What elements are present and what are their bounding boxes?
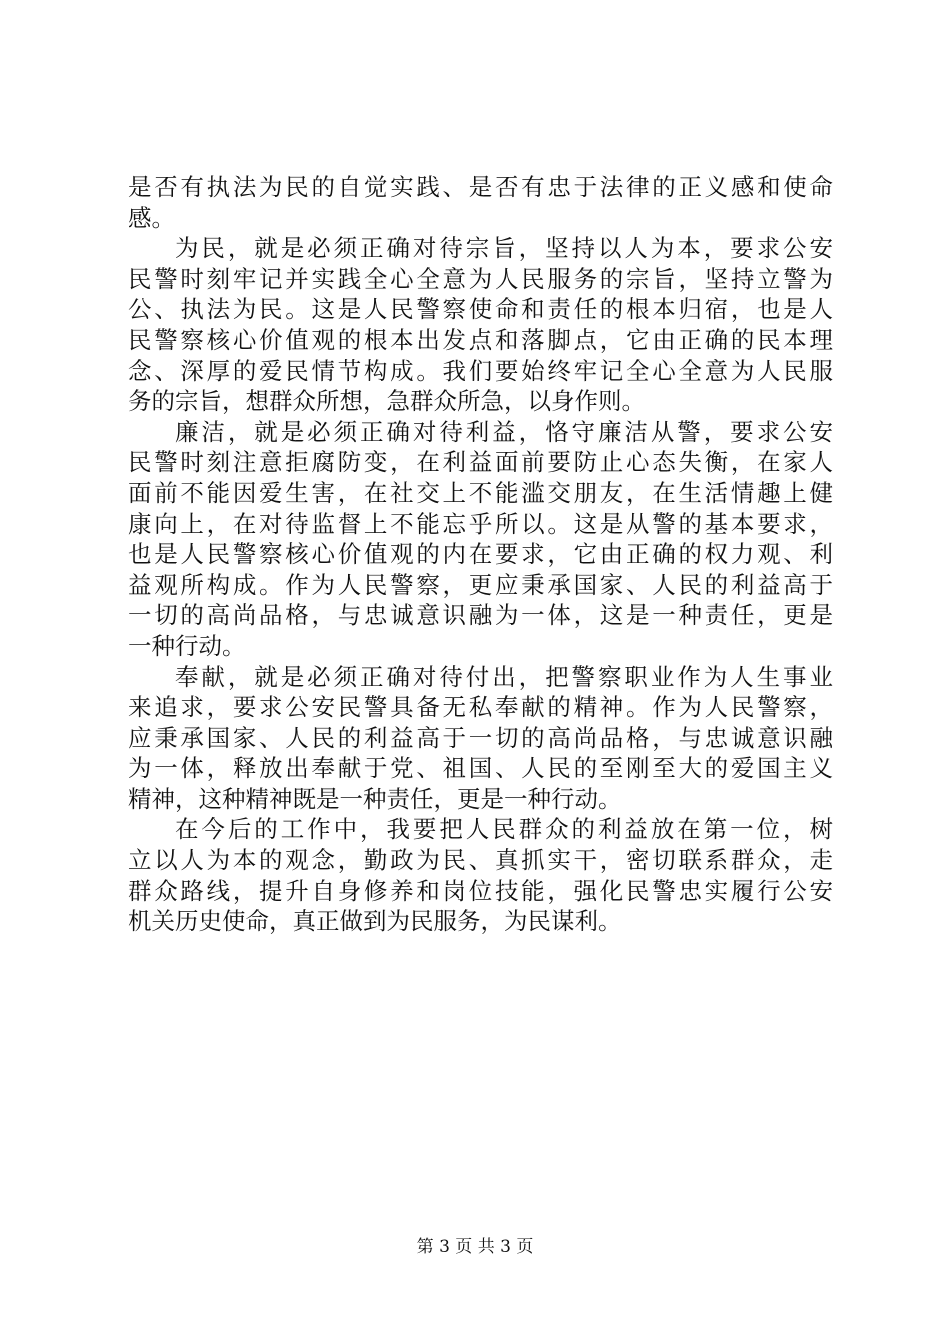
paragraph-feng-xian: [128, 662, 833, 815]
paragraph-continuation: [128, 172, 833, 233]
text-line: 在今后的工作中，我要把人民群众的利益放在第一位，树: [175, 815, 833, 844]
document-body: [128, 172, 833, 937]
paragraph-lian-jie: [128, 417, 833, 662]
page-number-footer: 第 3 页 共 3 页: [416, 1237, 534, 1257]
text-line: 益观所构成。作为人民警察，更应秉承国家、人民的利益高于: [128, 570, 833, 599]
text-line: 机关历史使命，真正做到为民服务，为民谋利。: [128, 907, 622, 936]
text-line: 群众路线，提升自身修养和岗位技能，强化民警忠实履行公安: [128, 876, 833, 905]
text-line: 是否有执法为民的自觉实践、是否有忠于法律的正义感和使命: [128, 173, 833, 201]
text-line: 精神，这种精神既是一种责任，更是一种行动。: [128, 784, 622, 813]
text-line: 康向上，在对待监督上不能忘乎所以。这是从警的基本要求，: [128, 509, 833, 538]
text-line: 为民，就是必须正确对待宗旨，坚持以人为本，要求公安: [175, 234, 833, 263]
paragraph-wei-min: [128, 233, 833, 417]
text-line: 一种行动。: [128, 631, 246, 660]
text-line: 应秉承国家、人民的利益高于一切的高尚品格，与忠诚意识融: [128, 723, 833, 752]
text-line: 立以人为本的观念，勤政为民、真抓实干，密切联系群众，走: [128, 846, 833, 875]
text-line: 一切的高尚品格，与忠诚意识融为一体，这是一种责任，更是: [128, 601, 833, 630]
text-line: 面前不能因爱生害，在社交上不能滥交朋友，在生活情趣上健: [128, 478, 833, 507]
text-line: 感。: [128, 203, 175, 232]
text-line: 公、执法为民。这是人民警察使命和责任的根本归宿，也是人: [128, 295, 833, 324]
text-line: 民警时刻注意拒腐防变，在利益面前要防止心态失衡，在家人: [128, 448, 833, 477]
text-line: 来追求，要求公安民警具备无私奉献的精神。作为人民警察，: [128, 693, 833, 722]
text-line: 为一体，释放出奉献于党、祖国、人民的至刚至大的爱国主义: [128, 754, 833, 783]
paragraph-conclusion: [128, 814, 833, 936]
text-line: 民警察核心价值观的根本出发点和落脚点，它由正确的民本理: [128, 325, 833, 354]
text-line: 也是人民警察核心价值观的内在要求，它由正确的权力观、利: [128, 540, 833, 569]
text-line: 念、深厚的爱民情节构成。我们要始终牢记全心全意为人民服: [128, 356, 833, 385]
text-line: 廉洁，就是必须正确对待利益，恪守廉洁从警，要求公安: [175, 417, 833, 446]
text-line: 民警时刻牢记并实践全心全意为人民服务的宗旨，坚持立警为: [128, 264, 833, 293]
text-line: 奉献，就是必须正确对待付出，把警察职业作为人生事业: [175, 662, 833, 691]
text-line: 务的宗旨，想群众所想，急群众所急，以身作则。: [128, 387, 645, 416]
